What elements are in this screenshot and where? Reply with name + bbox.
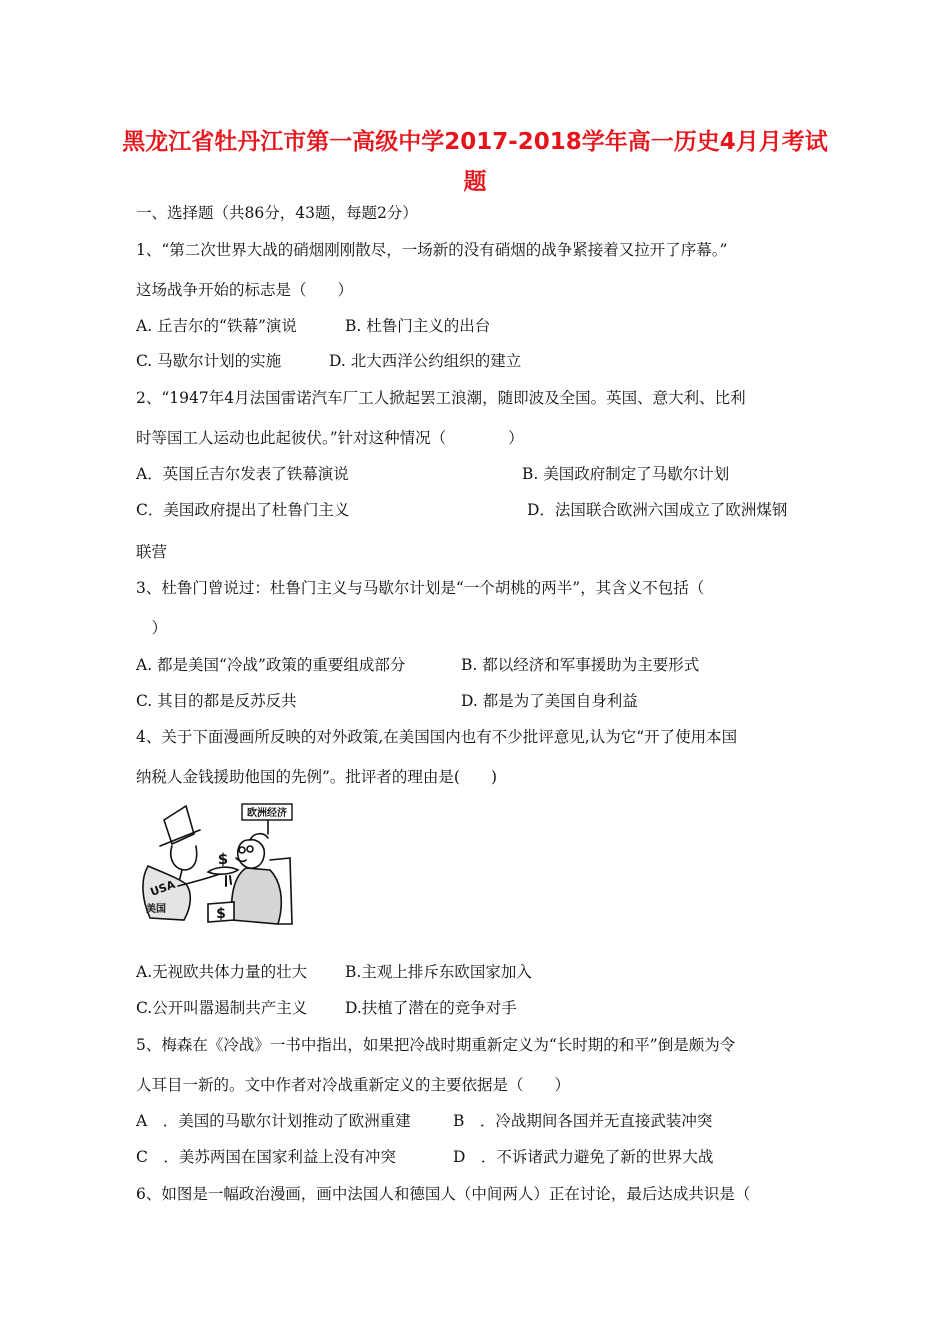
q2-stem-line-1: 2、“1947年4月法国雷诺汽车厂工人掀起罢工浪潮，随即波及全国。英国、意大利、比利 xyxy=(136,389,746,407)
q5-option-a: A ．美国的马歇尔计划推动了欧洲重建 xyxy=(136,1112,411,1130)
q3-stem-line-1: 3、杜鲁门曾说过：杜鲁门主义与马歇尔计划是“一个胡桃的两半”，其含义不包括（ xyxy=(136,579,705,597)
q3-option-c: C. 其目的都是反苏反共 xyxy=(136,692,297,710)
cartoon-usa-label: USA xyxy=(148,877,177,899)
q3-stem-line-2: ） xyxy=(136,619,168,637)
q5-stem-line-2: 人耳目一新的。文中作者对冷战重新定义的主要依据是（ ） xyxy=(136,1076,571,1094)
q1-option-b: B. 杜鲁门主义的出台 xyxy=(345,317,491,335)
spoon xyxy=(208,867,238,874)
title-line-1: 黑龙江省牡丹江市第一高级中学2017-2018学年高一历史4月月考试 xyxy=(122,129,828,155)
uncle-sam-head xyxy=(171,846,197,870)
europe-figure-head xyxy=(238,840,265,868)
q4-option-a: A.无视欧共体力量的壮大 xyxy=(136,963,308,981)
q6-stem-line-1: 6、如图是一幅政治漫画，画中法国人和德国人（中间两人）正在讨论，最后达成共识是（ xyxy=(136,1185,751,1203)
q5-stem-line-1: 5、梅森在《冷战》一书中指出，如果把冷战时期重新定义为“长时期的和平”倒是颇为令 xyxy=(136,1036,736,1054)
q1-option-c: C. 马歇尔计划的实施 xyxy=(136,352,282,370)
q4-option-b: B.主观上排斥东欧国家加入 xyxy=(345,963,532,981)
cartoon-dollar-sign: $ xyxy=(217,850,229,868)
q5-option-d: D ．不诉诸武力避免了新的世界大战 xyxy=(453,1148,714,1166)
document-title xyxy=(120,122,830,202)
q1-option-d: D. 北大西洋公约组织的建立 xyxy=(329,352,522,370)
cartoon-sign-label: 欧洲经济 xyxy=(247,808,287,819)
q4-option-c: C.公开叫嚣遏制共产主义 xyxy=(136,999,308,1017)
q3-option-d: D. 都是为了美国自身利益 xyxy=(461,692,638,710)
q1-stem-line-2: 这场战争开始的标志是（ ） xyxy=(136,281,354,299)
cartoon-usa-cn-label: 美国 xyxy=(146,904,166,915)
cartoon-money-bag-dollar: $ xyxy=(216,906,226,922)
q2-option-a: A．英国丘吉尔发表了铁幕演说 xyxy=(136,465,349,483)
title-line-2: 题 xyxy=(463,169,487,195)
q2-option-d-continued: 联营 xyxy=(136,543,168,561)
q2-stem-line-2: 时等国工人运动也此起彼伏。”针对这种情况（ ） xyxy=(136,429,524,447)
q3-option-b: B. 都以经济和军事援助为主要形式 xyxy=(461,656,700,674)
q3-option-a: A. 都是美国“冷战”政策的重要组成部分 xyxy=(136,656,406,674)
section-heading: 一、选择题（共86分，43题，每题2分） xyxy=(136,204,418,222)
q4-stem-line-1: 4、关于下面漫画所反映的对外政策,在美国国内也有不少批评意见,认为它“开了使用本国 xyxy=(136,728,738,746)
q2-option-b: B. 美国政府制定了马歇尔计划 xyxy=(522,465,730,483)
europe-figure-body xyxy=(232,868,282,924)
marshall-plan-cartoon xyxy=(138,800,298,932)
q4-option-d: D.扶植了潜在的竞争对手 xyxy=(345,999,517,1017)
q2-option-d: D．法国联合欧洲六国成立了欧洲煤钢 xyxy=(527,501,788,519)
q4-stem-line-2: 纳税人金钱援助他国的先例”。批评者的理由是( ) xyxy=(136,768,498,786)
q5-option-c: C ．美苏两国在国家利益上没有冲突 xyxy=(136,1148,396,1166)
q5-option-b: B ．冷战期间各国并无直接武装冲突 xyxy=(453,1112,713,1130)
q2-option-c: C．美国政府提出了杜鲁门主义 xyxy=(136,501,350,519)
q1-option-a: A. 丘吉尔的“铁幕”演说 xyxy=(136,317,297,335)
q1-stem-line-1: 1、“第二次世界大战的硝烟刚刚散尽，一场新的没有硝烟的战争紧接着又拉开了序幕。” xyxy=(136,241,728,259)
